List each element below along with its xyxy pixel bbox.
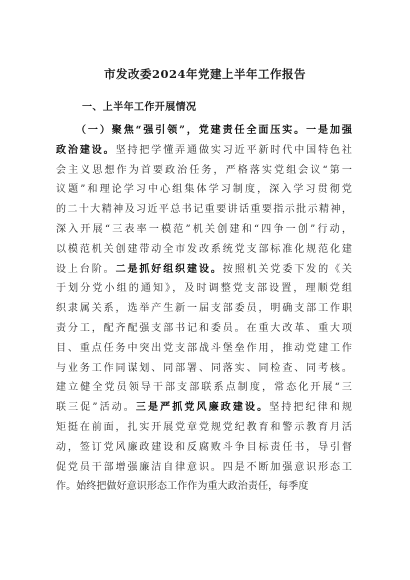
document-title: 市发改委2024年党建上半年工作报告 — [103, 67, 306, 81]
text-segment: 作。始终把做好意识形态工作作为重大政治责任，每季度 — [56, 481, 309, 493]
text-segment: 设上台阶。 — [56, 263, 116, 275]
bold-text-segment: 三是严抓党风廉政建设。 — [135, 402, 270, 414]
text-segment: 坚持把纪律和规 — [269, 402, 352, 414]
text-segment: 建立健全党员领导干部支部联系点制度，常态化开展“三 — [56, 382, 352, 394]
bold-text-segment: 政治建设。 — [56, 144, 116, 156]
text-line — [56, 161, 352, 181]
text-segment: 目、重点任务中突出党支部战斗堡垒作用，推动党建工作 — [56, 342, 352, 354]
text-line — [56, 477, 352, 497]
text-line — [56, 359, 352, 379]
text-segment: 的二十大精神及习近平总书记重要讲话重要指示批示精神， — [56, 204, 352, 216]
text-line — [56, 319, 352, 339]
section-heading: 一、上半年工作开展情况 — [82, 102, 197, 113]
bold-text-segment: 二是抓好组织建设。 — [115, 263, 223, 275]
text-segment: 议题”和理论学习中心组集体学习制度，深入学习贯彻党 — [56, 184, 352, 196]
text-segment: 促党员干部增强廉洁自律意识。四是不断加强意识形态工 — [56, 461, 352, 473]
text-line — [56, 180, 352, 200]
body-paragraph — [56, 121, 352, 497]
text-segment: 坚持把学懂弄通做实习近平新时代中国特色社 — [115, 144, 352, 156]
text-line — [56, 240, 352, 260]
text-segment: 织隶属关系，选举产生新一届支部委员，明确支部工作职 — [56, 303, 352, 315]
text-line — [56, 220, 352, 240]
text-line — [56, 398, 352, 418]
text-segment: 联三促”活动。 — [56, 402, 136, 414]
text-segment: 以模范机关创建带动全市发改系统党支部标准化规范化建 — [56, 243, 352, 255]
text-line — [56, 121, 352, 141]
text-segment: 会主义思想作为首要政治任务，严格落实党组会议“第一 — [56, 164, 352, 176]
text-line — [56, 378, 352, 398]
text-segment: 于划分党小组的通知》，及时调整党支部设置，理顺党组 — [56, 283, 352, 295]
text-segment: 与业务工作同谋划、同部署、同落实、同检查、同考核。 — [56, 362, 352, 374]
text-line — [56, 200, 352, 220]
text-segment: 按照机关党委下发的《关 — [222, 263, 352, 275]
text-line — [56, 299, 352, 319]
text-segment: 责分工，配齐配强支部书记和委员。在重大改革、重大项 — [56, 322, 352, 334]
text-line — [56, 458, 352, 478]
bold-text-segment: （一）聚焦“强引领”，党建责任全面压实。一是加强 — [76, 125, 352, 136]
text-line — [56, 438, 352, 458]
text-line — [56, 141, 352, 161]
text-line — [56, 279, 352, 299]
text-segment: 动，签订党风廉政建设和反腐败斗争目标责任书，导引督 — [56, 441, 352, 453]
text-segment: 深入开展“三表率一模范”机关创建和“四争一创”行动， — [56, 223, 352, 235]
text-line — [56, 260, 352, 280]
text-line — [56, 339, 352, 359]
text-segment: 矩挺在前面，扎实开展党章党规党纪教育和警示教育月活 — [56, 421, 352, 433]
text-line — [56, 418, 352, 438]
